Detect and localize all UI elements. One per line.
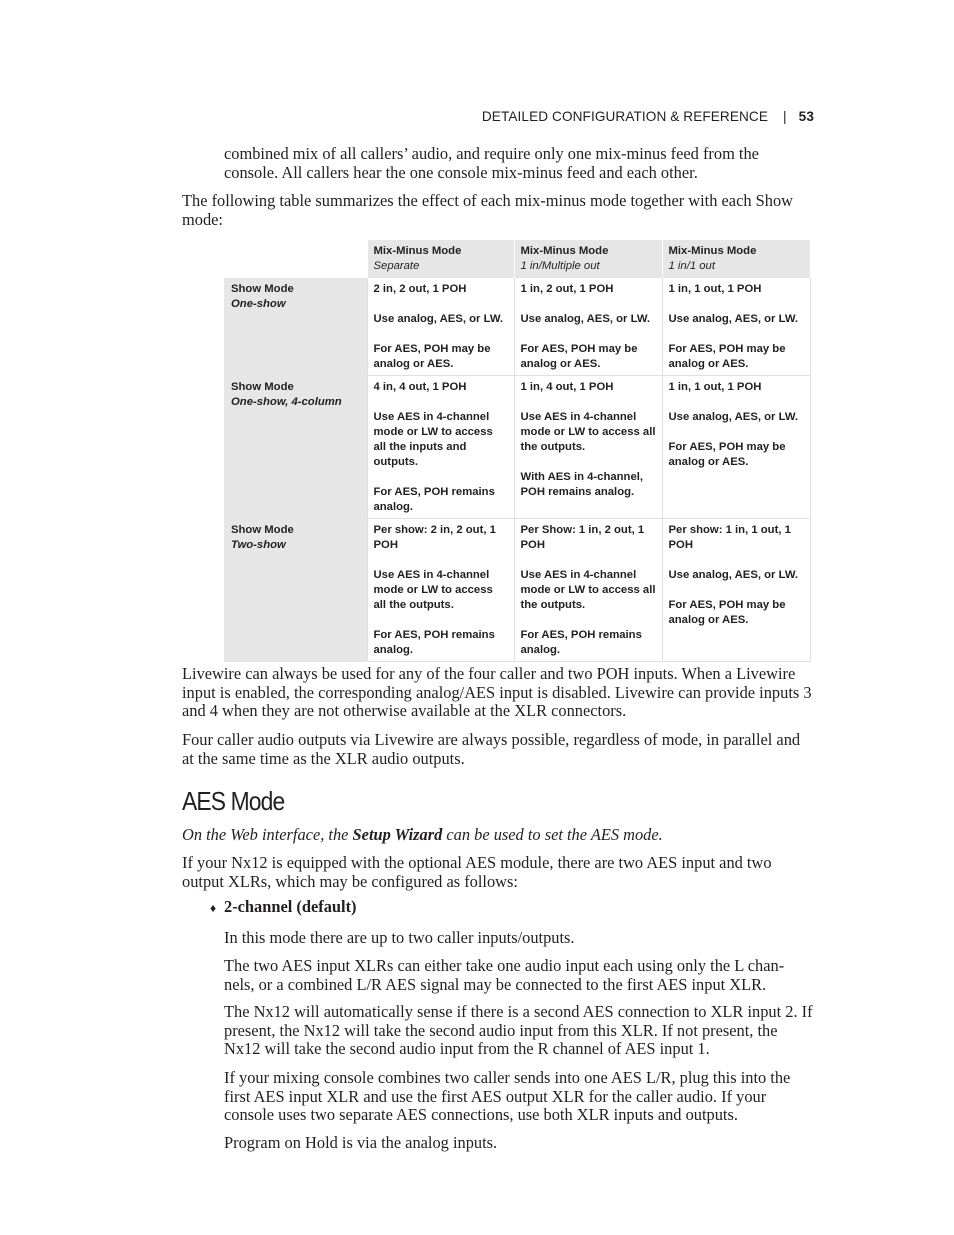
cell-line: For AES, POH may be analog or AES. xyxy=(668,441,786,468)
mix-minus-table xyxy=(224,240,811,662)
table-cell xyxy=(367,278,514,376)
cell-line: For AES, POH remains analog. xyxy=(373,629,495,656)
page-number: 53 xyxy=(798,109,814,124)
column-header xyxy=(514,240,662,278)
note-text: On the Web interface, the xyxy=(182,825,353,844)
cell-line: 1 in, 1 out, 1 POH xyxy=(668,283,762,295)
cell-line: For AES, POH may be analog or AES. xyxy=(520,343,638,370)
bullet-item xyxy=(210,898,357,918)
row-title: Show Mode xyxy=(231,381,294,393)
note-text: can be used to set the AES mode. xyxy=(442,825,663,844)
cell-line: 1 in, 4 out, 1 POH xyxy=(520,381,614,393)
bullet-label: 2-channel (default) xyxy=(224,897,357,916)
row-header xyxy=(224,519,367,662)
cell-line: Use analog, AES, or LW. xyxy=(668,313,799,325)
table-cell xyxy=(367,376,514,519)
row-header xyxy=(224,278,367,376)
table-cell xyxy=(662,376,810,519)
cell-line: Use AES in 4-channel mode or LW to access all the outputs. xyxy=(373,569,493,611)
column-title: Mix-Minus Mode xyxy=(668,245,757,257)
column-title: Mix-Minus Mode xyxy=(520,245,609,257)
row-subtitle: One-show xyxy=(231,298,286,310)
cell-line: Use AES in 4-channel mode or LW to access all the outputs. xyxy=(520,411,656,453)
cell-line: Use analog, AES, or LW. xyxy=(373,313,504,325)
column-subtitle: Separate xyxy=(373,260,420,272)
setup-wizard-note xyxy=(182,826,812,845)
row-title: Show Mode xyxy=(231,283,294,295)
table-corner xyxy=(224,240,367,278)
table-header-row xyxy=(224,240,810,278)
cell-line: With AES in 4-channel, POH remains analog. xyxy=(520,471,644,498)
cell-line: For AES, POH remains analog. xyxy=(520,629,642,656)
cell-line: For AES, POH may be analog or AES. xyxy=(668,599,786,626)
diamond-bullet-icon: ♦ xyxy=(210,901,217,915)
column-subtitle: 1 in/Multiple out xyxy=(520,260,600,272)
row-title: Show Mode xyxy=(231,524,294,536)
table-row xyxy=(224,376,810,519)
aes-paragraph: In this mode there are up to two caller inputs/outputs. xyxy=(224,928,575,947)
column-header xyxy=(662,240,810,278)
header-separator: | xyxy=(783,109,787,124)
section-title: DETAILED CONFIGURATION & REFERENCE xyxy=(481,109,769,124)
aes-paragraph: If your mixing console combines two caller sends into one AES L/R, plug this into the first AES input XLR and use the first AES output XLR for the caller audio. If your console uses two separate AES connections, use both XLR inputs and outputs. xyxy=(224,1068,791,1125)
cell-line: Per show: 2 in, 2 out, 1 POH xyxy=(373,524,496,551)
cell-line: Use analog, AES, or LW. xyxy=(520,313,651,325)
table-cell xyxy=(514,278,662,376)
row-header xyxy=(224,376,367,519)
column-title: Mix-Minus Mode xyxy=(373,245,462,257)
continued-paragraph: combined mix of all callers’ audio, and require only one mix-minus feed from the console. All callers hear the one console mix-minus feed and each other. xyxy=(224,144,759,182)
aes-paragraph: The Nx12 will automatically sense if there is a second AES connection to XLR input 2. If present, the Nx12 will take the second audio input from this XLR. If not present, the Nx12 will take the second audio input from the R channel of AES input 1. xyxy=(224,1002,813,1059)
table-intro-paragraph: The following table summarizes the effect of each mix-minus mode together with each Show mode: xyxy=(182,191,793,229)
setup-wizard-term: Setup Wizard xyxy=(352,825,443,844)
cell-line: 2 in, 2 out, 1 POH xyxy=(373,283,467,295)
table-row xyxy=(224,519,810,662)
cell-line: Per Show: 1 in, 2 out, 1 POH xyxy=(520,524,645,551)
section-heading: AES Mode xyxy=(182,786,285,816)
cell-line: 1 in, 1 out, 1 POH xyxy=(668,381,762,393)
column-subtitle: 1 in/1 out xyxy=(668,260,715,272)
table-cell xyxy=(662,278,810,376)
cell-line: Per show: 1 in, 1 out, 1 POH xyxy=(668,524,791,551)
table-cell xyxy=(367,519,514,662)
running-head xyxy=(482,109,814,124)
cell-line: Use AES in 4-channel mode or LW to access all the outputs. xyxy=(520,569,656,611)
aes-intro-paragraph: If your Nx12 is equipped with the optional AES module, there are two AES input and two output XLRs, which may be configured as follows: xyxy=(182,853,772,891)
table-cell xyxy=(514,519,662,662)
row-subtitle: One-show, 4-column xyxy=(231,396,342,408)
cell-line: For AES, POH may be analog or AES. xyxy=(668,343,786,370)
cell-line: 4 in, 4 out, 1 POH xyxy=(373,381,467,393)
aes-paragraph: The two AES input XLRs can either take one audio input each using only the L chan-nels, or a combined L/R AES signal may be connected to the first AES input XLR. xyxy=(224,956,785,994)
table-row xyxy=(224,278,810,376)
column-header xyxy=(367,240,514,278)
cell-line: For AES, POH remains analog. xyxy=(373,486,495,513)
table-cell xyxy=(514,376,662,519)
cell-line: Use analog, AES, or LW. xyxy=(668,411,799,423)
aes-paragraph: Program on Hold is via the analog inputs. xyxy=(224,1133,498,1152)
livewire-outputs-paragraph: Four caller audio outputs via Livewire are always possible, regardless of mode, in parallel and at the same time as the XLR audio outputs. xyxy=(182,730,801,768)
cell-line: 1 in, 2 out, 1 POH xyxy=(520,283,614,295)
table-cell xyxy=(662,519,810,662)
livewire-paragraph: Livewire can always be used for any of the four caller and two POH inputs. When a Livewire input is enabled, the corresponding analog/AES input is disabled. Livewire can provide inputs 3 and 4 when they are not otherwise available at the XLR connectors. xyxy=(182,664,812,721)
cell-line: For AES, POH may be analog or AES. xyxy=(373,343,491,370)
cell-line: Use AES in 4-channel mode or LW to access all the inputs and outputs. xyxy=(373,411,493,468)
cell-line: Use analog, AES, or LW. xyxy=(668,569,799,581)
row-subtitle: Two-show xyxy=(231,539,286,551)
